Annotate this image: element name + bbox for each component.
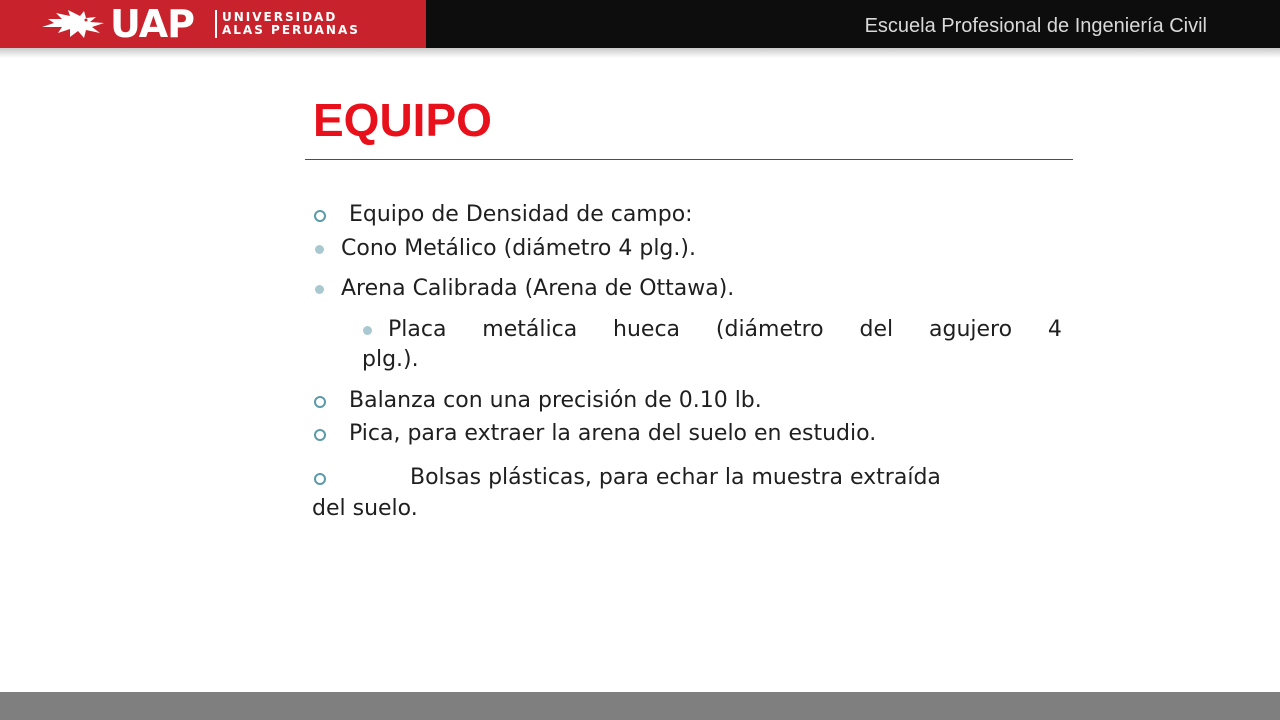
- eagle-icon: [40, 7, 108, 41]
- school-name: Escuela Profesional de Ingeniería Civil: [864, 15, 1207, 37]
- filled-dot-icon: [315, 245, 324, 254]
- word: agujero: [929, 317, 1013, 342]
- hollow-circle-icon: [314, 210, 326, 222]
- logo-mark: UAP: [110, 2, 194, 46]
- list-item: Cono Metálico (diámetro 4 plg.).: [341, 236, 696, 261]
- slide-title: EQUIPO: [313, 94, 492, 146]
- header-shadow: [0, 48, 1280, 58]
- logo-university-name: [222, 11, 422, 37]
- list-item-continuation: del suelo.: [312, 496, 418, 521]
- hollow-circle-icon: [314, 429, 326, 441]
- list-item-continuation: plg.).: [362, 347, 419, 372]
- word: del: [859, 317, 894, 342]
- logo-line-1: UNIVERSIDAD: [222, 10, 338, 24]
- list-item: Bolsas plásticas, para echar la muestra extraída: [410, 465, 941, 490]
- logo-divider: [215, 10, 217, 38]
- university-logo: [0, 0, 426, 48]
- logo-line-2: ALAS PERUANAS: [222, 23, 360, 37]
- word: hueca: [613, 317, 681, 342]
- word: 4: [1047, 317, 1062, 342]
- list-item: Equipo de Densidad de campo:: [349, 202, 693, 227]
- word: (diámetro: [715, 317, 824, 342]
- list-item: Pica, para extraer la arena del suelo en estudio.: [349, 421, 877, 446]
- title-divider: [305, 159, 1073, 160]
- footer-bar: [0, 692, 1280, 720]
- hollow-circle-icon: [314, 473, 326, 485]
- word: Placa: [388, 317, 447, 342]
- hollow-circle-icon: [314, 396, 326, 408]
- list-item: Balanza con una precisión de 0.10 lb.: [349, 388, 762, 413]
- filled-dot-icon: [315, 285, 324, 294]
- list-item: Arena Calibrada (Arena de Ottawa).: [341, 276, 735, 301]
- list-item-justified-line: [362, 315, 1062, 345]
- word: metálica: [482, 317, 578, 342]
